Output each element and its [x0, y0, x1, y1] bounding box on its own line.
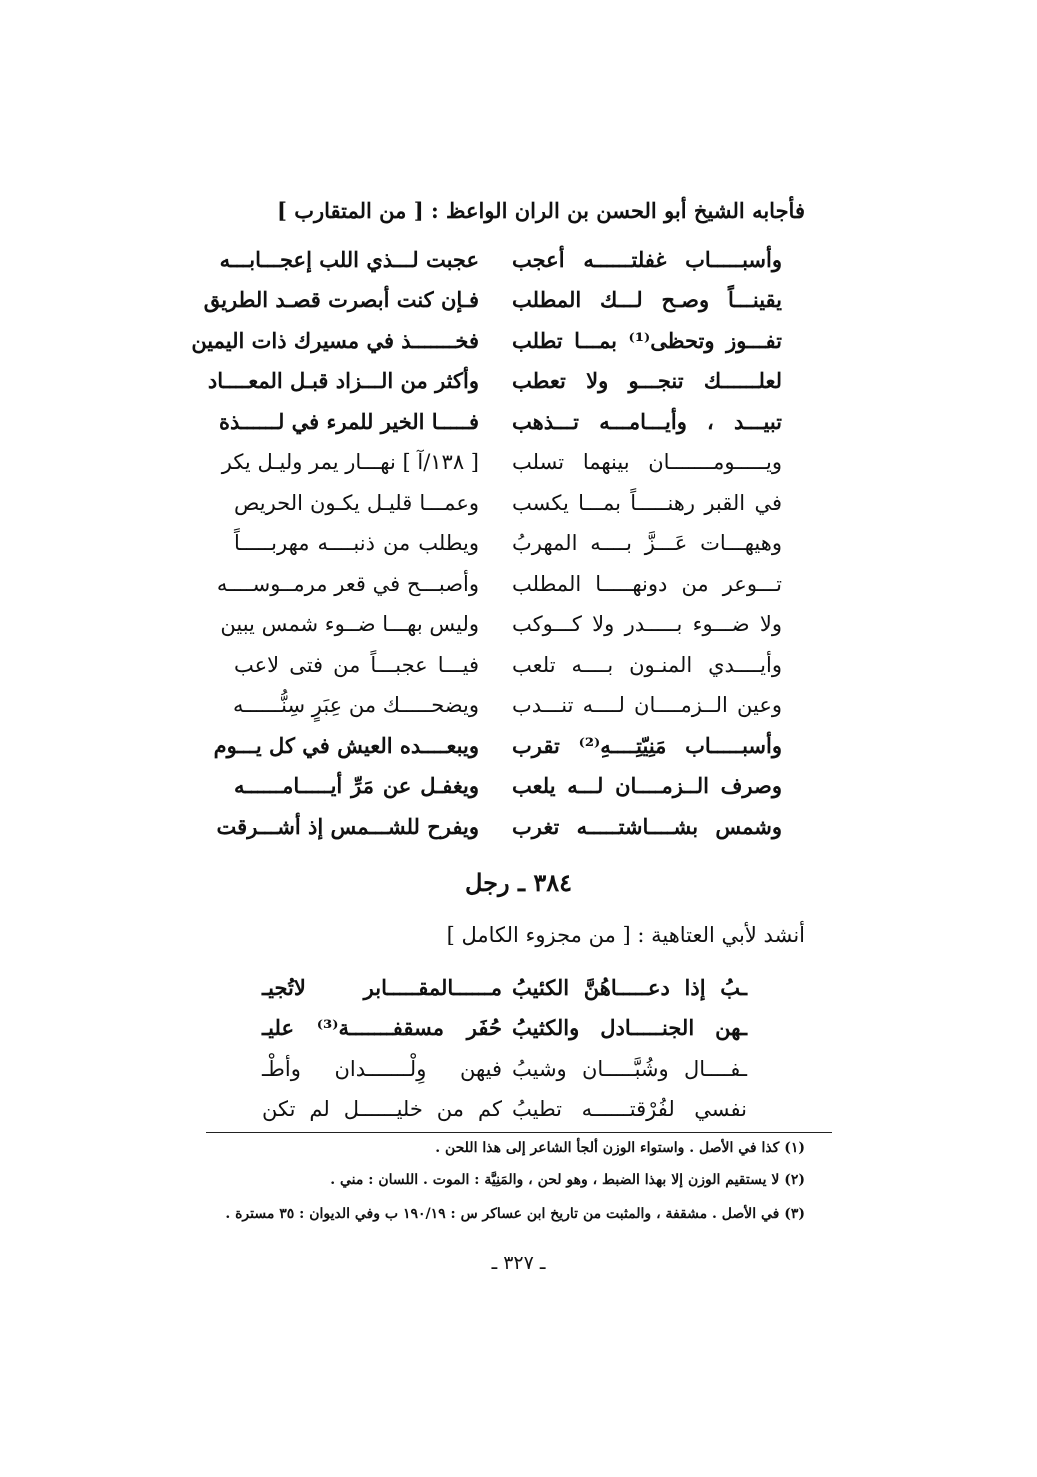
- verse-line: [0, 645, 1037, 685]
- verse-first-hemistich: فيهن وِلْـــــــدان وأطْـ: [262, 1057, 502, 1081]
- verse-second-hemistich: وأسبـــــاب غفلتــــــه أعجب: [512, 247, 782, 272]
- verse-line: [0, 807, 1037, 847]
- verse-line: [0, 361, 1037, 401]
- verse-second-hemistich: وشمس بشــــاشتـــــه تغرب: [512, 814, 782, 839]
- verse-first-hemistich: فخـــــــذ في مسيرك ذات اليمين: [191, 328, 479, 353]
- verse-line: [0, 240, 1037, 280]
- verse-line: [0, 968, 1037, 1008]
- verse-line: [0, 523, 1037, 563]
- verse-first-hemistich: وأصبـــح في قعر مرمــوســــه: [216, 572, 479, 596]
- section-heading: ٣٨٤ ـ رجل: [464, 868, 572, 897]
- verse-first-hemistich: ويغفـل عن مَرِّ أيـــــامــــــه: [234, 773, 479, 798]
- verse-first-hemistich: وليس بهـــا ضــوء شمس يبين: [220, 612, 479, 636]
- verse-first-hemistich: ويبعــــده العيش في كل يـــوم: [213, 733, 479, 758]
- verse-second-hemistich: ـفــــال وشُبَّـــــان وشيبُ: [512, 1057, 747, 1081]
- verse-first-hemistich: كم من خليــــــل لم تكن: [262, 1097, 502, 1121]
- verse-line: [0, 766, 1037, 806]
- verse-second-hemistich: وهيهـــات عَـــزَّ بــــه المهربُ: [512, 531, 782, 555]
- verse-first-hemistich: [ ١٣٨/آ ] نهـــار يمر وليـل يكر: [221, 450, 479, 474]
- verse-line: [0, 685, 1037, 725]
- verse-second-hemistich: وأسبـــــاب مَنِيّتِــــهِ⁽²⁾ تقرب: [512, 733, 782, 758]
- verse-line: [0, 402, 1037, 442]
- verse-line: [0, 280, 1037, 320]
- footnote: (٣) في الأصل . مشقفة ، والمثبت من تاريخ ابن عساكر س : ١٩٠/١٩ ب وفي الديوان : ٣٥ مسترة .: [225, 1206, 805, 1222]
- verse-line: [0, 483, 1037, 523]
- footnote: (١) كذا في الأصل . واستواء الوزن ألجأ الشاعر إلى هذا اللحن .: [435, 1140, 805, 1156]
- verse-second-hemistich: وصرف الــزمــــان لـــه يلعب: [512, 773, 782, 798]
- verse-second-hemistich: وعين الــزمــــان لــــه تنـــدب: [512, 693, 782, 717]
- verse-second-hemistich: لعلــــــك تنجـــو ولا تعطب: [512, 368, 782, 393]
- verse-first-hemistich: عجبت لـــذي اللب إعجـــابـــه: [219, 247, 479, 272]
- poem-introduction: فأجابه الشيخ أبو الحسن بن الران الواعظ : [ من المتقارب ]: [276, 198, 805, 223]
- verse-first-hemistich: مــــــالمقـــــابر لاتُجيـ: [262, 975, 502, 1000]
- verse-line: [0, 1049, 1037, 1089]
- verse-second-hemistich: تـــوعر من دونهـــــا المطلب: [512, 572, 782, 596]
- footnote-divider: [206, 1132, 832, 1133]
- verse-first-hemistich: حُفَر مسقفـــــــة⁽³⁾ عليـ: [262, 1015, 502, 1040]
- verse-second-hemistich: ـهن الجنـــــادل والكثيبُ: [512, 1015, 747, 1040]
- verse-first-hemistich: ويطلب من ذنبــــه مهربـــــاً: [234, 531, 479, 555]
- verse-first-hemistich: وعمـــا قليـل يكـون الحريص: [234, 491, 479, 515]
- verse-line: [0, 1008, 1037, 1048]
- page-number: ـ ٣٢٧ ـ: [491, 1252, 546, 1274]
- verse-first-hemistich: ويفرح للشـــمس إذ أشـــرقت: [216, 814, 479, 839]
- verse-line: [0, 726, 1037, 766]
- verse-second-hemistich: ويـــــومـــــــان بينهما تسلب: [512, 450, 782, 474]
- verse-second-hemistich: تفـــوز وتحظى⁽¹⁾ بمـــا تطلب: [512, 328, 782, 353]
- verse-first-hemistich: فـــــا الخير للمرء في لــــــذة: [219, 409, 479, 434]
- verse-first-hemistich: فـإن كنت أبصرت قصـد الطريق: [203, 287, 479, 312]
- verse-second-hemistich: تبيـــد ، وأيـــامـــه تـــذهب: [512, 409, 782, 434]
- verse-line: [0, 1089, 1037, 1129]
- verse-second-hemistich: ـبُ إذا دعـــــاهُنَّ الكئيبُ: [512, 975, 747, 1000]
- verse-second-hemistich: وأيــــدي المنـون بــــه تلعب: [512, 653, 782, 677]
- verse-first-hemistich: وأكثر من الـــزاد قبـل المعــــاد: [207, 368, 479, 393]
- verse-first-hemistich: فيـــا عجبـــاً من فتى لاعب: [234, 653, 479, 677]
- verse-second-hemistich: يقينـــاً وصـح لـــك المطلب: [512, 287, 782, 312]
- verse-line: [0, 442, 1037, 482]
- verse-second-hemistich: نفسي لفُرْقتــــــه تطيبُ: [512, 1097, 747, 1121]
- verse-second-hemistich: ولا ضـــوء بـــــدر ولا كـــوكب: [512, 612, 782, 636]
- footnote: (٢) لا يستقيم الوزن إلا بهذا الضبط ، وهو لحن ، والمَنِيَّة : الموت . اللسان : مني .: [330, 1172, 805, 1188]
- poem-introduction: أنشد لأبي العتاهية : [ من مجزوء الكامل ]: [446, 923, 805, 947]
- verse-first-hemistich: ويضحـــــك من عِبَرٍ سِنُّــــــه: [232, 693, 479, 717]
- verse-second-hemistich: في القبر رهنـــــاً بمـــا يكسب: [512, 491, 782, 515]
- verse-line: [0, 321, 1037, 361]
- verse-line: [0, 564, 1037, 604]
- verse-line: [0, 604, 1037, 644]
